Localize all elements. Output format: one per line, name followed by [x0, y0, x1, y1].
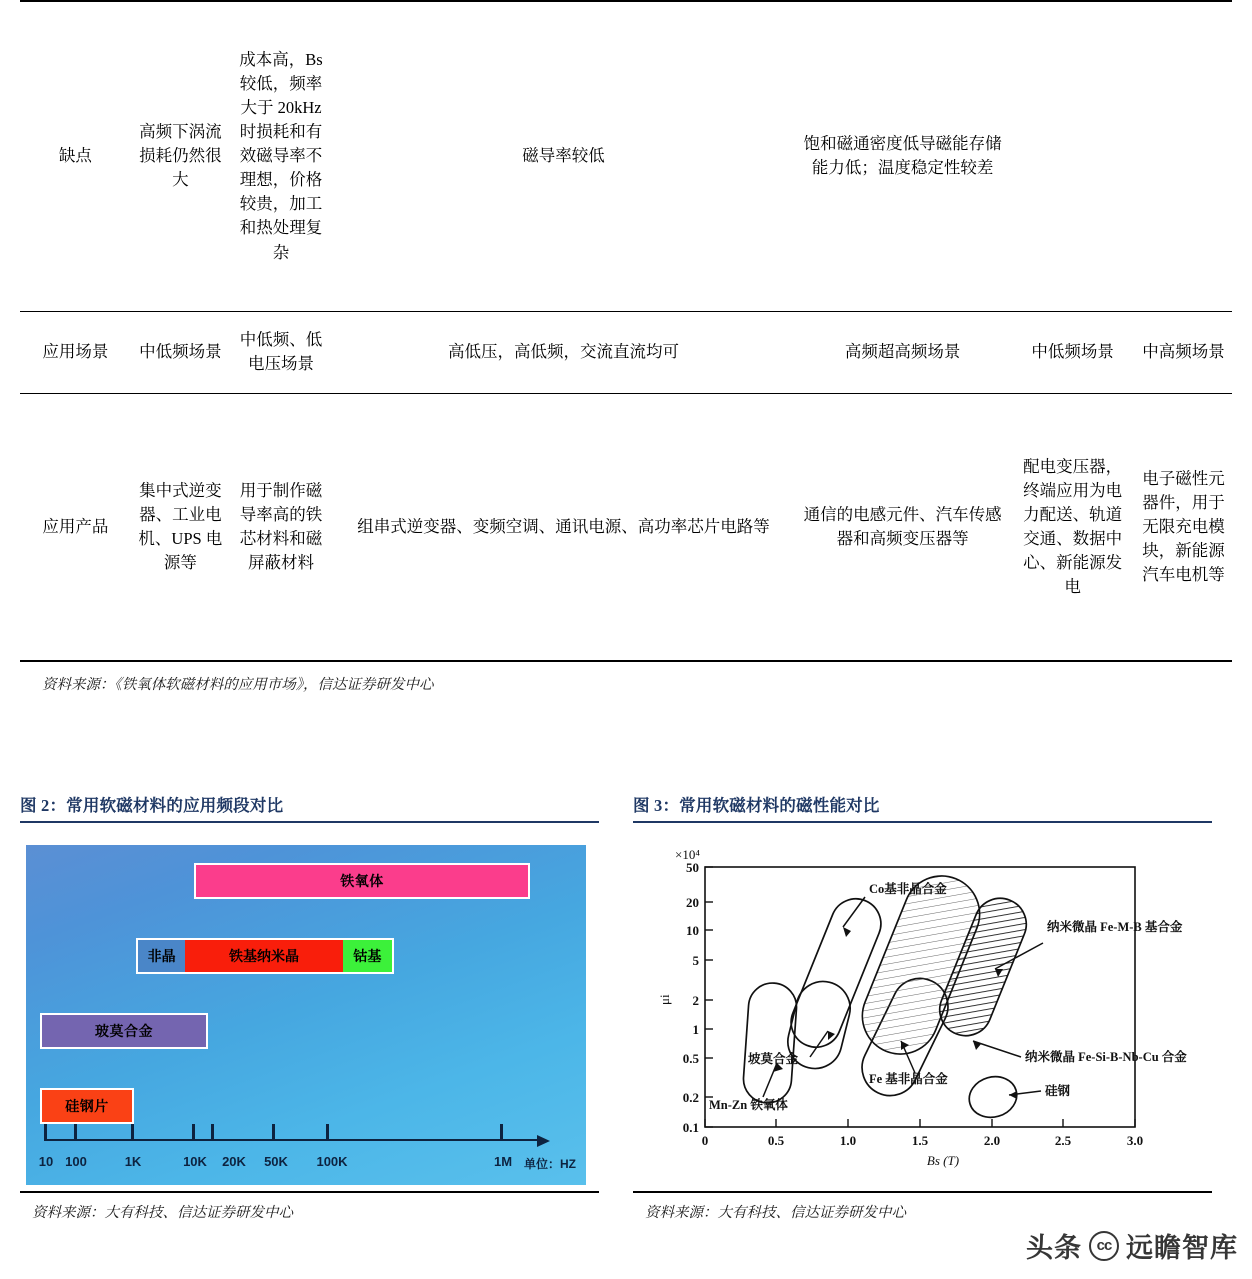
row-label-disadvantages: 缺点: [20, 1, 131, 311]
soft-magnetic-comparison-table: [20, 0, 1232, 662]
axis-tick: [74, 1124, 77, 1139]
figures-row: [0, 792, 1252, 1222]
y-tick-label: 5: [692, 953, 699, 969]
y-tick-label: 1: [692, 1022, 699, 1038]
axis-tick: [44, 1124, 47, 1139]
annotation-label-permalloy: 坡莫合金: [748, 1052, 799, 1067]
annotation-label-mn-zn-ferrite: Mn-Zn 铁氧体: [709, 1098, 788, 1113]
axis-tick: [192, 1124, 195, 1139]
bar-ferrite: [194, 863, 530, 899]
figure-2-block: [20, 792, 599, 1222]
table-row: [20, 393, 1232, 661]
cell-products-nanocrystalline: 电子磁性元器件，用于无限充电模块，新能源汽车电机等: [1135, 393, 1232, 661]
mu-vs-bs-chart: [643, 845, 1203, 1185]
watermark: [1026, 1226, 1238, 1265]
axis-tick: [131, 1124, 134, 1139]
watermark-prefix: 头条: [1026, 1233, 1082, 1263]
y-tick-label: 10: [686, 923, 699, 939]
cell-scenario-permalloy: 中低频、低电压场景: [230, 311, 332, 393]
axis-tick-label: 20K: [222, 1154, 246, 1170]
bar-label-fe-nanocrystalline: 铁基纳米晶: [229, 948, 299, 965]
axis-tick: [272, 1124, 275, 1139]
axis-tick-label: 10: [38, 1154, 54, 1170]
y-axis-exponent: ×10⁴: [675, 847, 700, 863]
row-label-products: 应用产品: [20, 393, 131, 661]
cell-disadvantages-silicon-steel: 高频下涡流损耗仍然很大: [131, 1, 230, 311]
axis-tick-label: 50K: [264, 1154, 288, 1170]
table-row: [20, 311, 1232, 393]
table-row: [20, 1, 1232, 311]
x-tick-labels: [702, 1133, 1143, 1148]
x-tick-label: 0: [701, 1133, 709, 1149]
figure-2-title: 图 2：常用软磁材料的应用频段对比: [20, 796, 284, 815]
cell-disadvantages-amorphous: [1010, 1, 1135, 311]
y-tick-label: 20: [686, 895, 699, 911]
annotation-label-nano-fesibnbcu: 纳米微晶 Fe-Si-B-Nb-Cu 合金: [1025, 1050, 1187, 1065]
figure-2-source-note: 资料来源：大有科技、信达证券研发中心: [32, 1204, 293, 1221]
annotation-label-silicon-steel: 硅钢: [1045, 1084, 1071, 1099]
x-tick-label: 1.0: [839, 1133, 857, 1149]
y-tick-label: 2: [692, 993, 699, 1009]
cell-products-silicon-steel: 集中式逆变器、工业电机、UPS 电源等: [131, 393, 230, 661]
axis-tick-label: 100: [65, 1154, 87, 1170]
cell-disadvantages-powder-core: 磁导率较低: [332, 1, 795, 311]
bar-label-amorphous: 非晶: [147, 948, 176, 965]
axis-tick: [326, 1124, 329, 1139]
frequency-axis-line: [44, 1139, 539, 1142]
cell-disadvantages-ferrite: 饱和磁通密度低导磁能存储能力低；温度稳定性较差: [795, 1, 1010, 311]
cell-products-powder-core: 组串式逆变器、变频空调、通讯电源、高功率芯片电路等: [332, 393, 795, 661]
y-tick-labels: [683, 860, 700, 1135]
axis-unit-label: 单位：HZ: [524, 1157, 576, 1172]
row-label-scenarios: 应用场景: [20, 311, 131, 393]
cell-products-ferrite: 通信的电感元件、汽车传感器和高频变压器等: [795, 393, 1010, 661]
bar-silicon-steel-sheet: [40, 1088, 134, 1124]
axis-tick-label: 100K: [316, 1154, 348, 1170]
figure-3-source-note: 资料来源：大有科技、信达证券研发中心: [645, 1204, 906, 1221]
figure-3-title: 图 3：常用软磁材料的磁性能对比: [633, 796, 880, 815]
bar-group-amorphous-nano-cobalt: [136, 938, 394, 974]
y-axis-label: μi: [657, 994, 672, 1006]
cell-scenario-amorphous: 中低频场景: [1010, 311, 1135, 393]
annotation-label-nano-femb: 纳米微晶 Fe-M-B 基合金: [1047, 920, 1183, 935]
axis-tick: [500, 1124, 503, 1139]
frequency-axis-arrow-icon: [537, 1135, 550, 1147]
annotation-label-co-amorphous: Co基非晶合金: [869, 882, 947, 897]
bar-cobalt-based: [343, 940, 392, 972]
cell-products-amorphous: 配电变压器，终端应用为电力配送、轨道交通、数据中心、新能源发电: [1010, 393, 1135, 661]
x-tick-label: 2.5: [1054, 1133, 1072, 1149]
mu-vs-bs-svg: [643, 845, 1203, 1185]
cell-scenario-powder-core: 高低压，高低频，交流直流均可: [332, 311, 795, 393]
bar-fe-nanocrystalline: [185, 940, 343, 972]
annotation-label-fe-amorphous: Fe 基非晶合金: [869, 1072, 948, 1087]
x-tick-label: 3.0: [1126, 1133, 1144, 1149]
frequency-band-chart: [26, 845, 586, 1185]
bar-label-ferrite: 铁氧体: [340, 873, 384, 890]
bar-permalloy: [40, 1013, 208, 1049]
y-tick-label: 0.2: [682, 1090, 699, 1106]
cell-disadvantages-nanocrystalline: [1135, 1, 1232, 311]
x-tick-label: 0.5: [767, 1133, 785, 1149]
cell-scenario-silicon-steel: 中低频场景: [131, 311, 230, 393]
watermark-name: 远瞻智库: [1126, 1233, 1238, 1263]
axis-tick-label: 10K: [183, 1154, 207, 1170]
axis-tick-label: 1K: [124, 1154, 142, 1170]
cell-scenario-nanocrystalline: 中高频场景: [1135, 311, 1232, 393]
bar-amorphous: [138, 940, 185, 972]
figure-2-body: [20, 823, 599, 1185]
axis-tick: [211, 1124, 214, 1139]
y-tick-label: 50: [686, 860, 699, 876]
figure-3-block: [633, 792, 1212, 1222]
y-tick-label: 0.5: [682, 1051, 699, 1067]
x-tick-label: 1.5: [911, 1133, 929, 1149]
x-axis-label: Bs (T): [926, 1153, 960, 1169]
x-tick-label: 2.0: [983, 1133, 1001, 1149]
creative-commons-icon: cc: [1089, 1231, 1119, 1261]
cell-scenario-ferrite: 高频超高频场景: [795, 311, 1010, 393]
bar-label-cobalt-based: 钴基: [353, 948, 382, 965]
axis-tick-label: 1M: [493, 1154, 513, 1170]
cell-disadvantages-permalloy: 成本高，Bs 较低，频率大于 20kHz 时损耗和有效磁导率不理想，价格较贵，加工和热处理复杂: [230, 1, 332, 311]
bar-label-silicon-steel-sheet: 硅钢片: [65, 1098, 109, 1115]
y-tick-label: 0.1: [682, 1120, 699, 1136]
figure-3-body: [633, 823, 1212, 1185]
table-source-note: 资料来源：《铁氧体软磁材料的应用市场》，信达证券研发中心: [42, 677, 434, 693]
bar-label-permalloy: 玻莫合金: [95, 1023, 153, 1040]
cell-products-permalloy: 用于制作磁导率高的铁芯材料和磁屏蔽材料: [230, 393, 332, 661]
